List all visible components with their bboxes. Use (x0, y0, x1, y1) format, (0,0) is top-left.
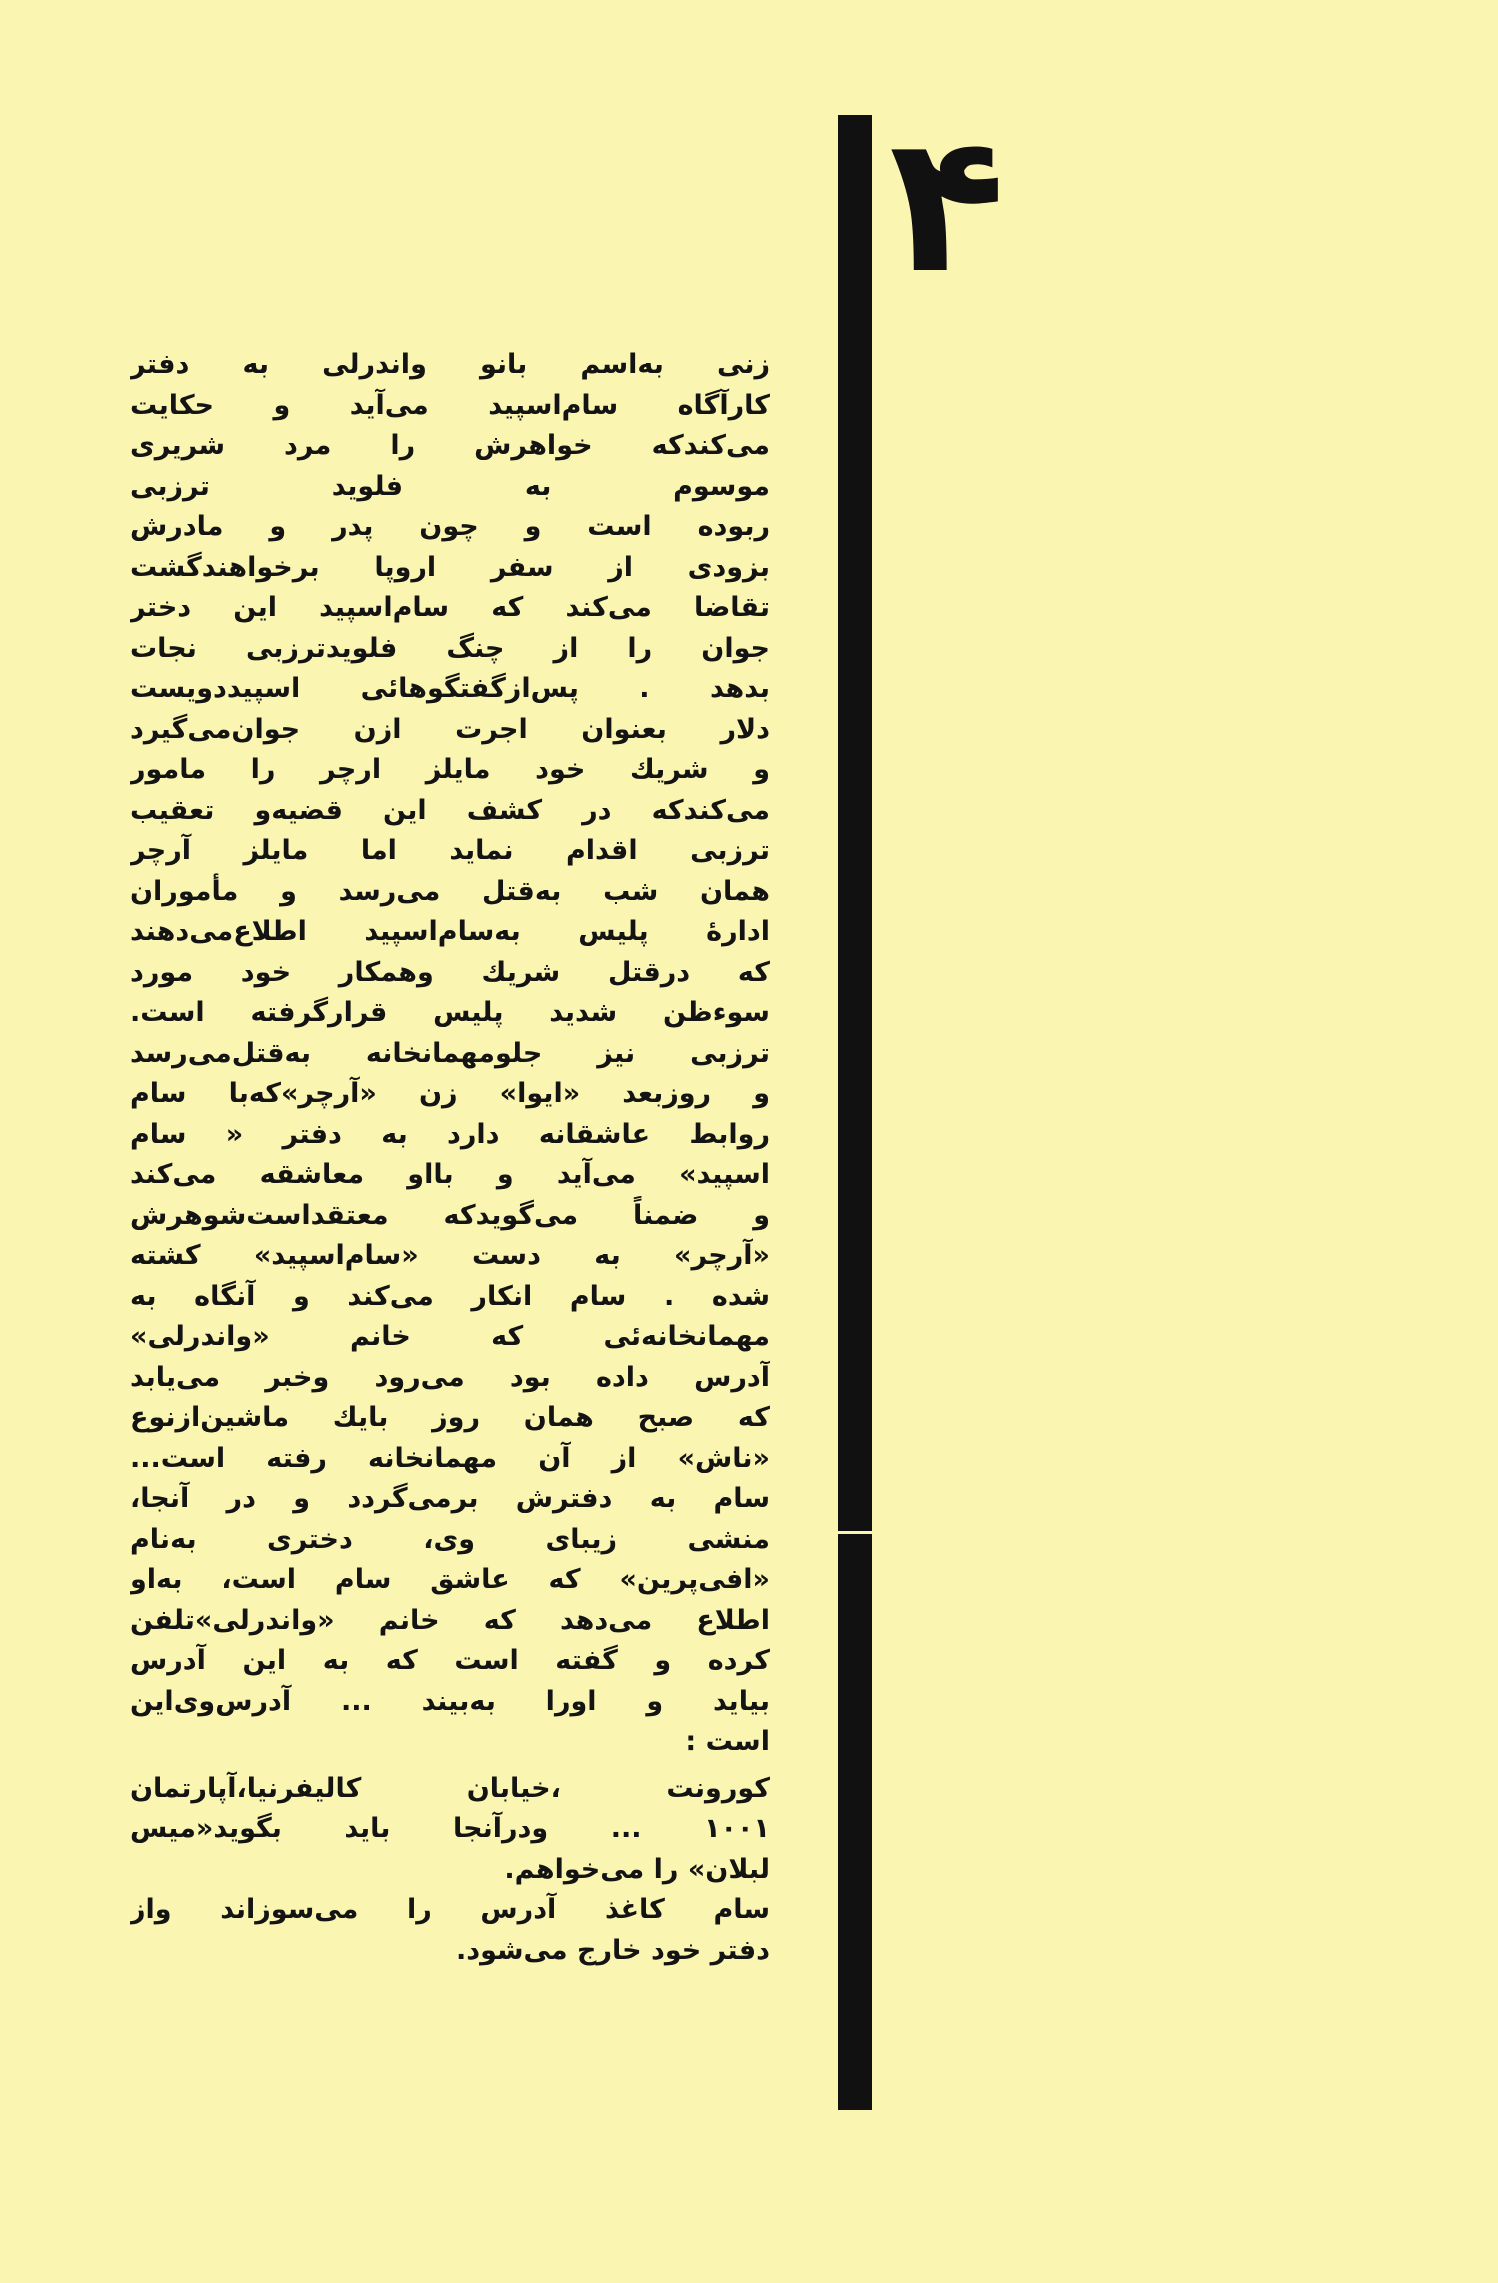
paragraph-3 (130, 1890, 770, 1971)
text-line: کارآگاه سام‌اسپید می‌آید و حکایت (130, 389, 770, 421)
text-line: «آرچر» به دست «سام‌اسپید» کشته (130, 1240, 770, 1271)
text-line: مهمانخانه‌ئی که خانم «واندرلی» (130, 1321, 770, 1352)
text-line: کرده و گفته است که به این آدرس (130, 1645, 770, 1676)
text-line: موسوم به فلوید ترزبی (130, 470, 770, 502)
paragraph-1 (130, 345, 770, 1763)
text-line: لبلان» را می‌خواهم. (504, 1853, 770, 1885)
text-line: بدهد . پس‌ازگفتگوهائی اسپیددویست (130, 673, 770, 704)
text-line: اسپید» می‌آید و بااو معاشقه می‌کند (130, 1159, 770, 1190)
text-line: کورونت ،خیابان کالیفرنیا،آپارتمان (130, 1772, 770, 1804)
text-line: آدرس داده بود می‌رود وخبر می‌یابد (130, 1361, 770, 1393)
text-line: شده . سام انکار می‌کند و آنگاه به (130, 1280, 770, 1312)
text-line: که صبح همان روز بایك ماشین‌ازنوع (130, 1402, 770, 1433)
text-line: می‌کندکه خواهرش را مرد شریری (130, 430, 770, 461)
text-line: و شریك خود مایلز ارچر را مامور (130, 754, 770, 785)
text-line: بزودی از سفر اروپا برخواهندگشت (130, 551, 770, 583)
text-line: که درقتل شریك وهمکار خود مورد (130, 956, 770, 988)
vertical-divider-bar (838, 115, 872, 2110)
text-line: بیاید و اورا به‌بیند ... آدرس‌وی‌این (130, 1685, 770, 1717)
text-line: دلار بعنوان اجرت ازن جوان‌می‌گیرد (130, 713, 770, 745)
text-line: اطلاع می‌دهد که خانم «واندرلی»تلفن (130, 1604, 770, 1636)
text-line: روابط عاشقانه دارد به دفتر « سام (130, 1118, 770, 1150)
text-line: «افی‌پرین» که عاشق سام است، به‌او (130, 1564, 770, 1595)
divider-bar-break (836, 1531, 874, 1534)
text-line: سام کاغذ آدرس را می‌سوزاند واز (130, 1894, 770, 1925)
text-line: ترزبی نیز جلومهمانخانه به‌قتل‌می‌رسد (130, 1037, 770, 1069)
paragraph-2 (130, 1769, 770, 1891)
text-line: و ضمناً می‌گویدکه معتقداست‌شوهرش (130, 1199, 770, 1231)
text-line: می‌کندکه در کشف این قضیه‌و تعقیب (130, 794, 770, 826)
text-line: همان شب به‌قتل می‌رسد و مأموران (130, 875, 770, 907)
text-line: ۱۰۰۱ ... ودرآنجا باید بگوید«میس (130, 1813, 770, 1844)
chapter-number: ۴ (889, 94, 1005, 315)
text-line: سوءظن شدید پلیس قرارگرفته است. (130, 997, 770, 1028)
body-text (130, 345, 770, 1971)
text-line: تقاضا می‌کند که سام‌اسپید این دختر (130, 592, 770, 623)
text-line: ترزبی اقدام نماید اما مایلز آرچر (130, 835, 770, 866)
text-line: زنی به‌اسم بانو واندرلی به دفتر (130, 349, 770, 380)
text-line: منشی زیبای وی، دختری به‌نام (130, 1523, 770, 1555)
text-line: سام به دفترش برمی‌گردد و در آنجا، (130, 1483, 770, 1514)
text-line: است : (685, 1726, 770, 1757)
text-line: ربوده است و چون پدر و مادرش (130, 511, 770, 542)
text-line: ادارهٔ پلیس به‌سام‌اسپید اطلاع‌می‌دهند (130, 916, 770, 947)
text-line: جوان را از چنگ فلویدترزبی نجات (130, 632, 770, 664)
text-line: دفتر خود خارج می‌شود. (455, 1934, 770, 1966)
text-line: «ناش» از آن مهمانخانه رفته است... (130, 1442, 770, 1474)
text-line: و روزبعد «ایوا» زن «آرچر»که‌با سام (130, 1078, 770, 1109)
